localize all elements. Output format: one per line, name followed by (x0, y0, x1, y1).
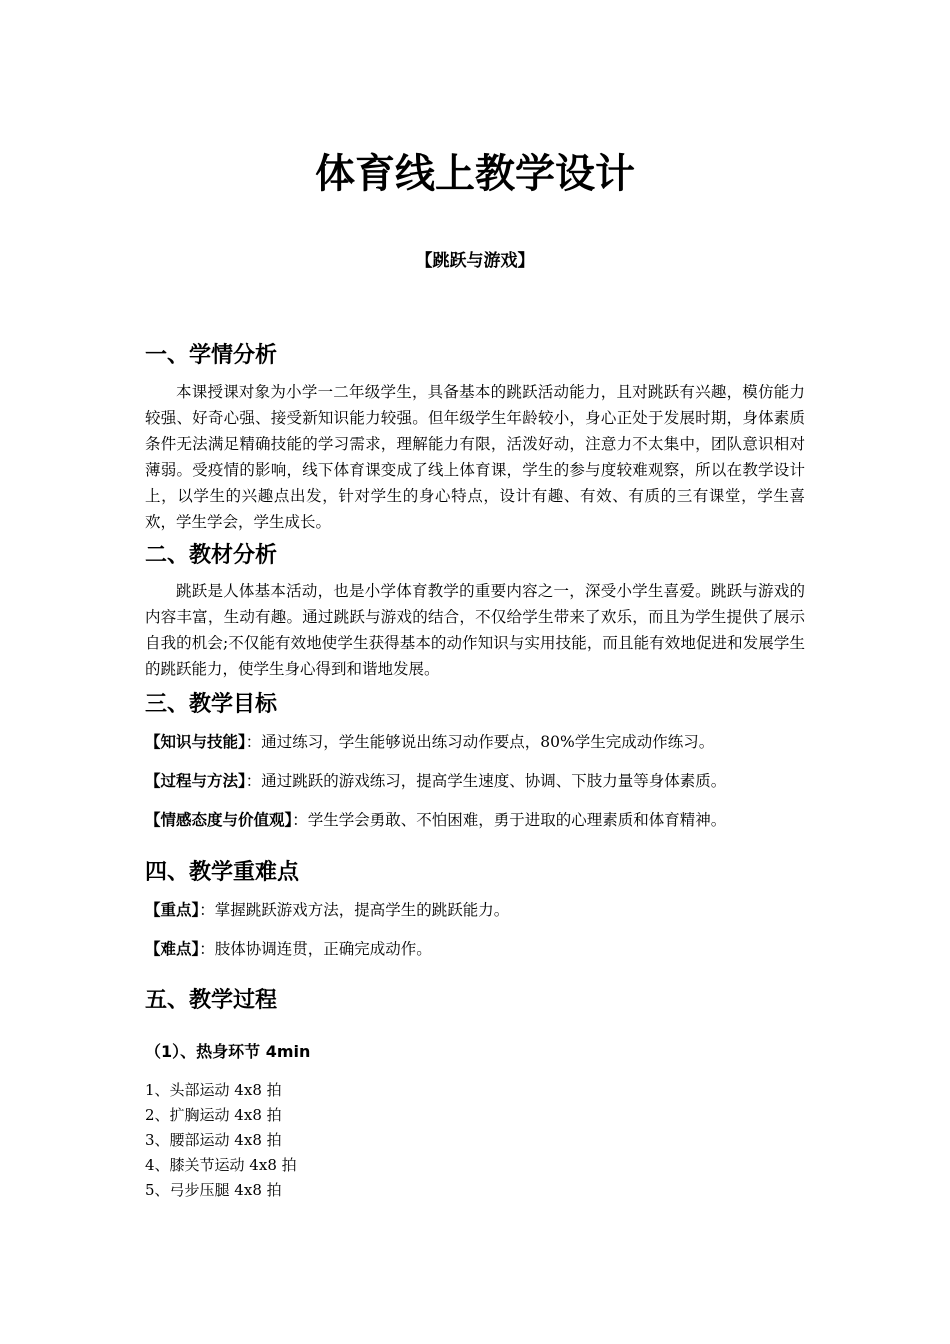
point-separator: ： (199, 940, 215, 958)
list-item: 1、头部运动 4x8 拍 (145, 1081, 282, 1099)
student-analysis-paragraph: 本课授课对象为小学一二年级学生，具备基本的跳跃活动能力，且对跳跃有兴趣，模仿能力较强、好奇心强、接受新知识能力较强。但年级学生年龄较小，身心正处于发展时期，身体素质条件无法满足精确技能的学习需求，理解能力有限，活泼好动，注意力不太集中，团队意识相对薄弱。受疫情的影响，线下体育课变成了线上体育课，学生的参与度较难观察，所以在教学设计上，以学生的兴趣点出发，针对学生的身心特点，设计有趣、有效、有质的三有课堂，学生喜欢，学生学会，学生成长。 (145, 383, 805, 531)
point-text: 肢体协调连贯，正确完成动作。 (214, 940, 432, 958)
list-item: 4、膝关节运动 4x8 拍 (145, 1156, 297, 1174)
goal-emotion-values (145, 808, 825, 832)
point-label: 【重点】 (145, 901, 200, 919)
goal-separator: ： (245, 733, 262, 751)
section-heading-key-points: 四、教学重难点 (145, 860, 300, 885)
list-item: 2、扩胸运动 4x8 拍 (145, 1106, 282, 1124)
difficult-point (145, 937, 825, 961)
section-heading-material-analysis: 二、教材分析 (145, 543, 278, 568)
document-title: 体育线上教学设计 (315, 151, 635, 197)
point-text: 掌握跳跃游戏方法，提高学生的跳跃能力。 (214, 901, 510, 919)
point-label: 【难点】 (145, 940, 200, 958)
material-analysis-paragraph: 跳跃是人体基本活动，也是小学体育教学的重要内容之一，深受小学生喜爱。跳跃与游戏的内容丰富，生动有趣。通过跳跃与游戏的结合，不仅给学生带来了欢乐，而且为学生提供了展示自我的机会;不仅能有效地使学生获得基本的动作知识与实用技能，而且能有效地促进和发展学生的跳跃能力，使学生身心得到和谐地发展。 (145, 582, 805, 678)
document-subtitle: 【跳跃与游戏】 (415, 251, 535, 271)
goal-knowledge-skill (145, 730, 825, 754)
goal-text: 通过练习，学生能够说出练习动作要点，80%学生完成动作练习。 (261, 733, 715, 751)
section-heading-student-analysis: 一、学情分析 (145, 343, 278, 368)
goal-separator: ： (245, 772, 262, 790)
key-point (145, 898, 825, 922)
goal-label: 【过程与方法】 (145, 772, 246, 790)
goal-text: 通过跳跃的游戏练习，提高学生速度、协调、下肢力量等身体素质。 (261, 772, 727, 790)
goal-label: 【情感态度与价值观】 (145, 811, 293, 829)
goal-process-method (145, 769, 825, 793)
warmup-list (145, 1078, 297, 1203)
goal-text: 学生学会勇敢、不怕困难，勇于进取的心理素质和体育精神。 (307, 811, 727, 829)
warmup-subheading: （1）、热身环节 4min (145, 1042, 311, 1061)
point-separator: ： (199, 901, 215, 919)
section-heading-teaching-goals: 三、教学目标 (145, 692, 278, 717)
list-item: 5、弓步压腿 4x8 拍 (145, 1181, 282, 1199)
goal-label: 【知识与技能】 (145, 733, 246, 751)
section-heading-teaching-process: 五、教学过程 (145, 988, 278, 1013)
goal-separator: ： (292, 811, 308, 829)
list-item: 3、腰部运动 4x8 拍 (145, 1131, 282, 1149)
